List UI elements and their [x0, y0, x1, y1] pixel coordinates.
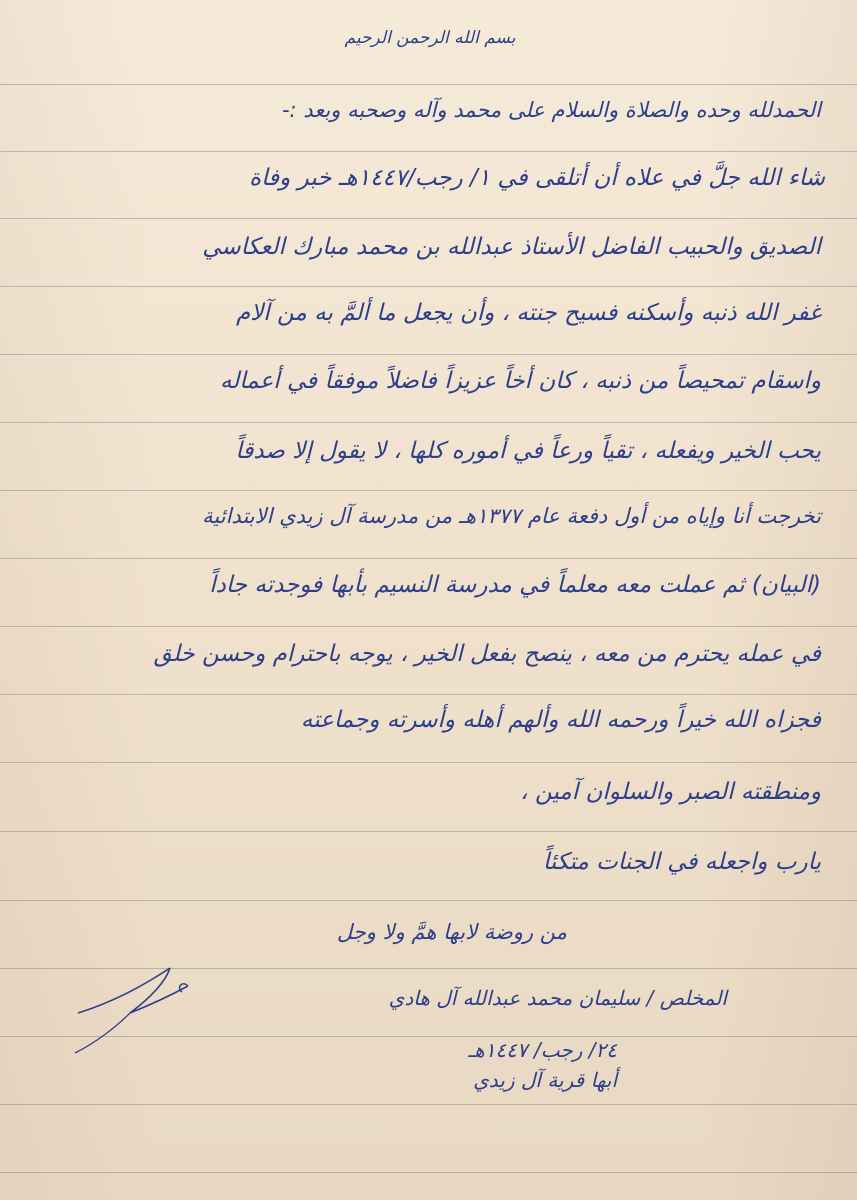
- letter-line: يارب واجعله في الجنات متكئاً: [542, 849, 821, 875]
- letter-line: (البيان) ثم عملت معه معلماً في مدرسة النسيم بأبها فوجدته جاداً: [209, 572, 821, 598]
- ruled-line: [0, 218, 857, 219]
- ruled-line: [0, 900, 857, 901]
- signoff-place: أبها قرية آل زيدي: [473, 1068, 617, 1092]
- ruled-line: [0, 694, 857, 695]
- letter-line: ومنطقته الصبر والسلوان آمين ،: [520, 779, 821, 805]
- signoff-name: المخلص / سليمان محمد عبدالله آل هادي: [388, 986, 727, 1010]
- ruled-line: [0, 490, 857, 491]
- signoff-from: من روضة لابها همَّ ولا وجل: [336, 920, 567, 944]
- ruled-line: [0, 286, 857, 287]
- ruled-line: [0, 1104, 857, 1105]
- basmala-heading: بسم الله الرحمن الرحيم: [344, 28, 516, 48]
- ruled-line: [0, 1172, 857, 1173]
- ruled-line: [0, 558, 857, 559]
- letter-line: غفر الله ذنبه وأسكنه فسيح جنته ، وأن يجعل ما ألمَّ به من آلام: [235, 300, 821, 326]
- signoff-date: ٢٤/ رجب/ ١٤٤٧هـ: [468, 1038, 617, 1062]
- ruled-line: [0, 422, 857, 423]
- ruled-line: [0, 354, 857, 355]
- letter-line: تخرجت أنا وإياه من أول دفعة عام ١٣٧٧هـ من مدرسة آل زيدي الابتدائية: [202, 504, 821, 528]
- letter-line: الصديق والحبيب الفاضل الأستاذ عبدالله بن محمد مبارك العكاسي: [202, 234, 821, 260]
- handwritten-signature: [70, 958, 200, 1058]
- letter-line: الحمدلله وحده والصلاة والسلام على محمد وآله وصحبه وبعد :-: [281, 98, 821, 122]
- letter-line: فجزاه الله خيراً ورحمه الله وألهم أهله وأسرته وجماعته: [300, 707, 821, 733]
- ruled-line: [0, 831, 857, 832]
- letter-line: في عمله يحترم من معه ، ينصح بفعل الخير ، يوجه باحترام وحسن خلق: [153, 641, 821, 667]
- ruled-line: [0, 151, 857, 152]
- ruled-line: [0, 626, 857, 627]
- letter-line: شاء الله جلَّ في علاه أن أتلقى في ١/ رجب/١٤٤٧هـ خبر وفاة: [249, 165, 825, 191]
- ruled-line: [0, 84, 857, 85]
- letter-line: واسقام تمحيصاً من ذنبه ، كان أخاً عزيزاً فاضلاً موفقاً في أعماله: [219, 368, 821, 394]
- ruled-line: [0, 762, 857, 763]
- letter-line: يحب الخير ويفعله ، تقياً ورعاً في أموره كلها ، لا يقول إلا صدقاً: [235, 438, 821, 464]
